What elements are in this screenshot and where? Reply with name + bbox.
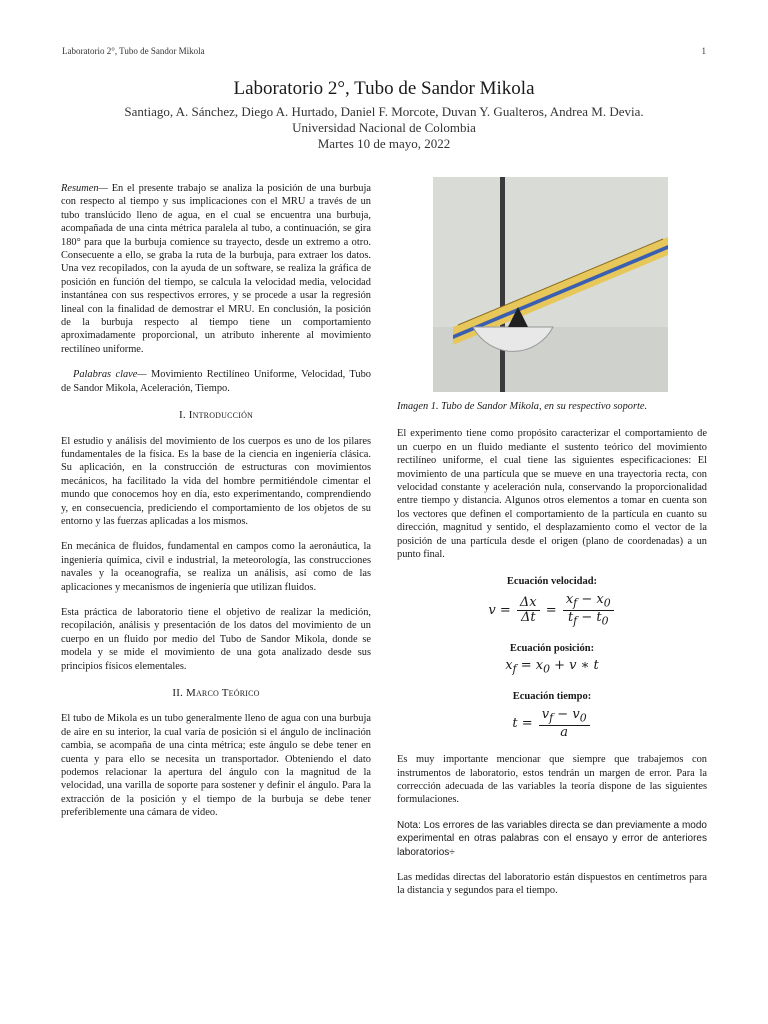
equation-position: $x_f = x_0 + v$ ∗ t — [505, 658, 599, 676]
keywords-label: Palabras clave— — [73, 369, 147, 381]
section-heading-introduction: I. Introducción — [178, 409, 254, 422]
affiliation: Universidad Nacional de Colombia — [292, 120, 476, 135]
equation-velocity-title: Ecuación velocidad: — [506, 576, 598, 588]
note-paragraph: Nota: Los errores de las variables directa se dan previamente a modo experimental en otras palabras con el ensayo y error de anteriores laboratorios÷ — [397, 819, 707, 858]
abstract-label: Resumen— — [61, 183, 108, 194]
right-paragraph-1: El experimento tiene como propósito caracterizar el comportamiento de un cuerpo en un fluido mediante el sustento teórico del movimiento rectilíneo uniforme, el cual tiene las siguientes especificaciones: El movimiento de una partícula que se mueve en una trayectoria recta, con velocidad constante y aceleración nula, conservando la proporcionalidad entre tiempo y distancia. Algunos otros elementos a tomar en cuenta son los vectores que definen el comportamiento de la partícula en cuanto su dirección, magnitud y sentido, el desplazamiento como el vector de la posición de una partícula desde el origen (plano de coordenadas) a un punto final. — [397, 428, 707, 561]
equation-time: t = $\frac{v_f - v_0}{a}$ — [397, 708, 707, 739]
intro-paragraph-1: El estudio y análisis del movimiento de los cuerpos es uno de los pilares fundamentales de la física. Es la base de la ciencia en ingeniería clásica. Su aplicación, en la construcción de estructuras con movimientos mecánicos, ha facilitado la vida del hombre permitiéndole cimentar el mundo que conocemos hoy en día, esto experimentando, comprendiendo y, en consecuencia, prediciendo el comportamiento de los objetos de su entorno y las fuerzas aplicadas a los mismos. — [61, 435, 371, 527]
equation-position-title: Ecuación posición: — [509, 642, 595, 654]
intro-paragraph-2: En mecánica de fluidos, fundamental en campos como la aeronáutica, la ingeniería química, civil e industrial, la meteorología, las construcciones navales y la oceanografía, se realiza un análisis, así como de las aplicaciones y mecanismos de ingeniería que utilizan fluidos. — [61, 541, 371, 593]
keywords — [61, 368, 371, 395]
theory-paragraph-1: El tubo de Mikola es un tubo generalmente lleno de agua con una burbuja de aire en su interior, la cual varía de posición si el ángulo de inclinación cambia, se acompaña de una cinta métrica; este ángulo se debe tener en cuenta y para ello se necesita un transportador. Obteniendo el dato podemos relacionar la apertura del ángulo con la magnitud de la velocidad, una varilla de soporte para sostener y definir el ángulo. Para la extracción de la posición y el tiempo de la burbuja se debe tener preferiblemente una cámara de video. — [61, 713, 371, 819]
section-heading-theory: II. Marco Teórico — [172, 687, 260, 699]
figure-caption: Imagen 1. Tubo de Sandor Mikola, en su respectivo soporte. — [397, 401, 648, 412]
abstract — [61, 182, 371, 356]
left-column — [61, 182, 371, 832]
title-block — [0, 78, 768, 152]
mikola-tube-photo — [433, 177, 668, 392]
abstract-text: En el presente trabajo se analiza la posición de una burbuja con respecto al tiempo y sus implicaciones con el MRU a través de un tubo translúcido lleno de agua, en el cual se encuentra una burbuja, acompañada de una cinta métrica paralela al tubo, a continuación, se gira 180° para que la burbuja comience su trayecto, desde un extremo a otro. Consecuente a ello, se graba la ruta de la burbuja, para extraer los datos. Una vez recopilados, con la ayuda de un software, se realiza la gráfica de posición en función del tiempo, se calcula la velocidad media, velocidad instantánea con sus respectivos errores, y se procede a usar la regresión lineal con la finalidad de demostrar el MRU. En conclusión, la posición de la burbuja respecto al tiempo tiene un comportamiento aproximadamente proporcional, un atributo inherente al movimiento rectilíneo uniforme. — [61, 183, 371, 355]
running-title: Laboratorio 2°, Tubo de Sandor Mikola — [62, 46, 205, 56]
right-column — [397, 182, 707, 910]
page-number: 1 — [701, 46, 706, 56]
intro-paragraph-3: Esta práctica de laboratorio tiene el objetivo de realizar la medición, recopilación, análisis y presentación de los datos del movimiento de un cuerpo en un fluido por medio del Tubo de Sandor Mikola, donde se modela y se mide el movimiento de una gota analizado desde sus principios físicos elementales. — [61, 606, 371, 672]
closing-paragraph: Las medidas directas del laboratorio están dispuestos en centímetros para la distancia y segundos para el tiempo. — [397, 871, 707, 897]
author-list: Santiago, A. Sánchez, Diego A. Hurtado, Daniel F. Morcote, Duvan Y. Gualteros, Andrea M. Devia. — [124, 104, 644, 119]
paper-date: Martes 10 de mayo, 2022 — [317, 136, 451, 151]
equation-velocity: v = $\frac{\Delta x}{\Delta t}$ = $\frac{x_f - x_0}{t_f - t_0}$ — [397, 593, 707, 628]
after-equations-paragraph: Es muy importante mencionar que siempre que trabajemos con instrumentos de laboratorio, estos tendrán un margen de error. Para la corrección adecuada de las variables la teoría dispone de las siguientes formulaciones. — [397, 754, 707, 806]
equation-time-title: Ecuación tiempo: — [512, 691, 592, 703]
keywords-text: Movimiento Rectilíneo Uniforme, Velocidad, Tubo de Sandor Mikola, Aceleración, Tiempo. — [61, 369, 371, 394]
paper-title: Laboratorio 2°, Tubo de Sandor Mikola — [233, 78, 535, 99]
